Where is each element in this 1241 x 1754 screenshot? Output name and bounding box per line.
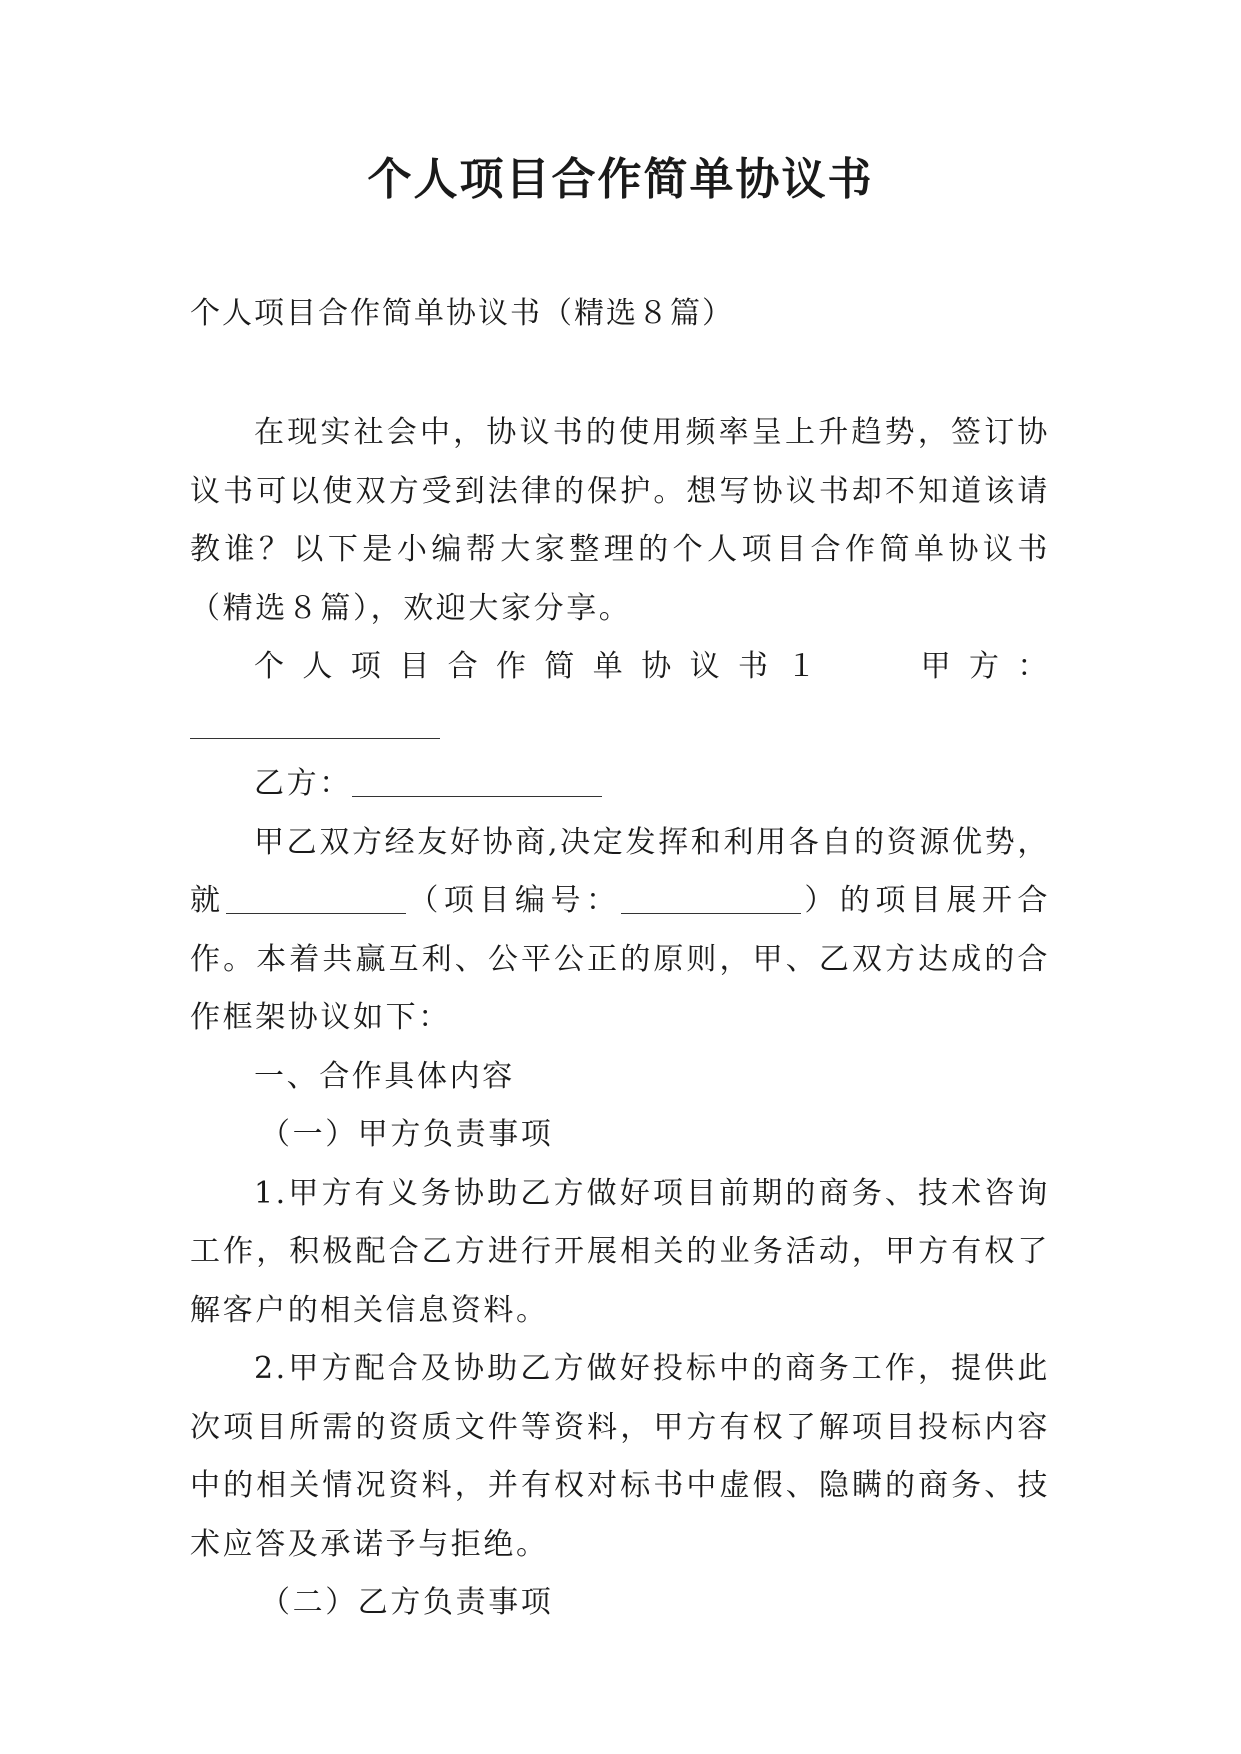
subsection-heading-a: （一）甲方负责事项	[260, 1117, 554, 1152]
purpose-text-2: （项目编号：	[405, 883, 622, 918]
section-heading-1: 一、合作具体内容	[254, 1058, 515, 1094]
project-name-blank[interactable]	[226, 883, 406, 914]
purpose-text-1: 甲乙双方经友好协商,决定发挥和利用各自的资源优势，就	[190, 824, 1050, 918]
intro-paragraph: 在现实社会中，协议书的使用频率呈上升趋势，签订协议书可以使双方受到法律的保护。想写协议书却不知道该请教谁？以下是小编帮大家整理的个人项目合作简单协议书（精选８篇），欢迎大家分享。	[190, 415, 1050, 626]
subsection-heading-b: （二）乙方负责事项	[260, 1585, 554, 1620]
project-number-blank[interactable]	[621, 883, 801, 914]
item-2-paragraph: 2.甲方配合及协助乙方做好投标中的商务工作，提供此次项目所需的资质文件等资料，甲方有权了解项目投标内容中的相关情况资料，并有权对标书中虚假、隐瞒的商务、技术应答及承诺予与拒绝。	[190, 1351, 1050, 1562]
purpose-paragraph	[190, 814, 1050, 1048]
party-a-blank[interactable]	[190, 708, 440, 739]
party-b-blank[interactable]	[352, 766, 602, 797]
item-1-paragraph: 1.甲方有义务协助乙方做好项目前期的商务、技术咨询工作，积极配合乙方进行开展相关的业务活动，甲方有权了解客户的相关信息资料。	[190, 1175, 1050, 1328]
party-a-label: 甲方：	[904, 649, 1050, 684]
party-b-label: 乙方：	[254, 766, 352, 801]
document-body	[190, 404, 1050, 1633]
party-b-line	[190, 755, 1050, 814]
party-a-line	[190, 638, 1050, 755]
document-title: 个人项目合作简单协议书	[367, 154, 874, 205]
agreement-heading: 个人项目合作简单协议书１	[254, 649, 835, 684]
document-subtitle: 个人项目合作简单协议书（精选８篇）	[190, 296, 734, 331]
purpose-text-3: ）的项目展开合作。本着共赢互利、公平公正的原则，甲、乙双方达成的合作框架协议如下：	[190, 883, 1050, 1035]
